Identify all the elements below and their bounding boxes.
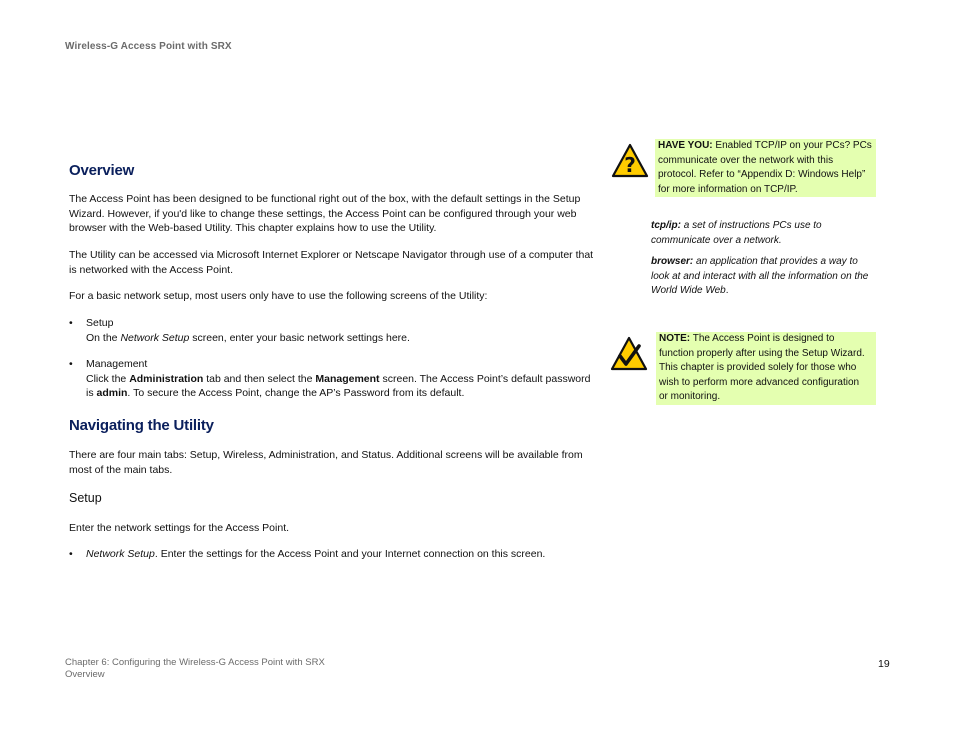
question-warning-icon bbox=[611, 143, 649, 178]
definition-term: browser: bbox=[651, 256, 694, 267]
footer-chapter: Chapter 6: Configuring the Wireless-G Access Point with SRX Overview bbox=[65, 657, 325, 680]
overview-para-1: The Access Point has been designed to be functional right out of the box, with the default settings in the Setup Wizard. However, if you'd like to change these settings, the Access Point can be configured through your web browser with the Web-based Utility. This chapter explains how to use the Utility. bbox=[69, 193, 581, 235]
checkmark-warning-icon bbox=[610, 336, 648, 371]
definition-browser: browser: an application that provides a way to look at and interact with all the information on the World Wide Web. bbox=[651, 256, 869, 297]
setup-subheading: Setup bbox=[69, 491, 102, 505]
list-item-text: Click the Administration tab and then select the Management screen. The Access Point’s default password bbox=[86, 372, 591, 385]
callout-label: HAVE YOU: bbox=[658, 140, 713, 151]
definition-term: tcp/ip: bbox=[651, 220, 681, 231]
list-item-network-setup: • Network Setup. Enter the settings for the Access Point and your Internet connection on this screen. bbox=[69, 548, 546, 560]
bullet: • bbox=[69, 358, 73, 370]
running-header: Wireless-G Access Point with SRX bbox=[65, 41, 232, 52]
overview-para-2: The Utility can be accessed via Microsoft Internet Explorer or Netscape Navigator through use of a computer that is networked with the Access Point. bbox=[69, 249, 594, 276]
bullet: • bbox=[69, 548, 73, 560]
footer-section: Overview bbox=[65, 669, 105, 680]
list-item-text: On the Network Setup screen, enter your basic network settings here. bbox=[86, 331, 410, 344]
navigating-para-1: There are four main tabs: Setup, Wireless, Administration, and Status. Additional screens will be available from most of the main tabs. bbox=[69, 449, 583, 476]
note-callout: NOTE: The Access Point is designed to function properly after using the Setup Wizard. This chapter is provided solely for those who wish to perform more advanced configuration or monitoring. bbox=[656, 332, 876, 405]
list-item-title: Management bbox=[86, 358, 148, 370]
list-item-title: Setup bbox=[86, 317, 114, 329]
list-item-text: is admin. To secure the Access Point, change the AP’s Password from its default. bbox=[86, 387, 465, 400]
definition-tcpip: tcp/ip: a set of instructions PCs use to communicate over a network. bbox=[651, 220, 822, 246]
overview-para-3: For a basic network setup, most users only have to use the following screens of the Utility: bbox=[69, 290, 488, 302]
svg-text:?: ? bbox=[624, 153, 636, 177]
list-item-management bbox=[69, 357, 599, 402]
bullet: • bbox=[69, 317, 73, 329]
navigating-heading: Navigating the Utility bbox=[69, 417, 214, 434]
callout-label: NOTE: bbox=[659, 333, 691, 344]
have-you-callout: HAVE YOU: Enabled TCP/IP on your PCs? PCs communicate over the network with this protocol. Refer to “Appendix D: Windows Help” for more information on TCP/IP. bbox=[655, 139, 876, 197]
navigating-para-2: Enter the network settings for the Access Point. bbox=[69, 522, 290, 534]
list-item-setup bbox=[69, 316, 599, 346]
overview-heading: Overview bbox=[69, 162, 135, 179]
page-number: 19 bbox=[878, 658, 890, 670]
